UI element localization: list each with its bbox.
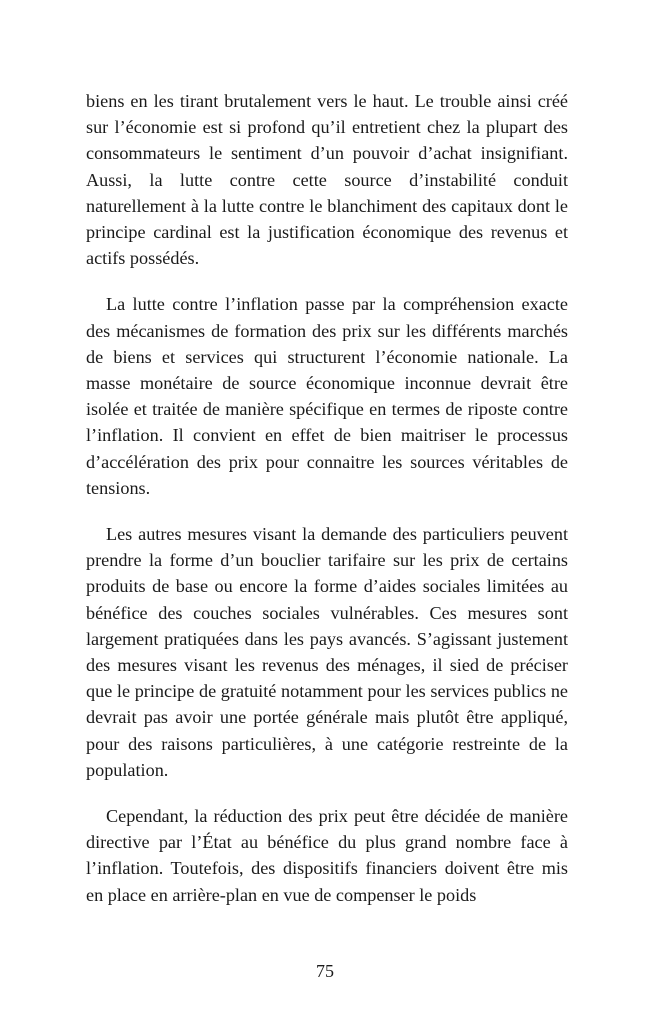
paragraph: biens en les tirant brutalement vers le haut. Le trouble ainsi créé sur l’économie est si profond qu’il entretient chez la plupart des consommateurs le sentiment d’un pouvoir d’achat insignifiant. Aussi, la lutte contre cette source d’instabilité conduit naturellement à la lutte contre le blanchiment des capitaux dont le principe cardinal est la justification économique des revenus et actifs possédés. bbox=[86, 91, 568, 269]
paragraph: Cependant, la réduction des prix peut être décidée de manière directive par l’État au bénéfice du plus grand nombre face à l’inflation. Toutefois, des dispositifs financiers doivent être mis en place en arrière-plan en vue de compenser le poids bbox=[86, 806, 568, 905]
page-body bbox=[86, 88, 568, 928]
page-number: 75 bbox=[316, 961, 334, 981]
paragraph: La lutte contre l’inflation passe par la compréhension exacte des mécanismes de formation des prix sur les différents marchés de biens et services qui structurent l’économie nationale. La masse monétaire de source économique inconnue devrait être isolée et traitée de manière spécifique en termes de riposte contre l’inflation. Il convient en effet de bien maitriser le processus d’accélération des prix pour connaitre les sources véritables de tensions. bbox=[86, 294, 568, 498]
paragraph: Les autres mesures visant la demande des particuliers peuvent prendre la forme d’un bouclier tarifaire sur les prix de certains produits de base ou encore la forme d’aides sociales limitées au bénéfice des couches sociales vulnérables. Ces mesures sont largement pratiquées dans les pays avancés. S’agissant justement des mesures visant les revenus des ménages, il sied de préciser que le principe de gratuité notamment pour les services publics ne devrait pas avoir une portée générale mais plutôt être appliqué, pour des raisons particulières, à une catégorie restreinte de la population. bbox=[86, 524, 568, 780]
